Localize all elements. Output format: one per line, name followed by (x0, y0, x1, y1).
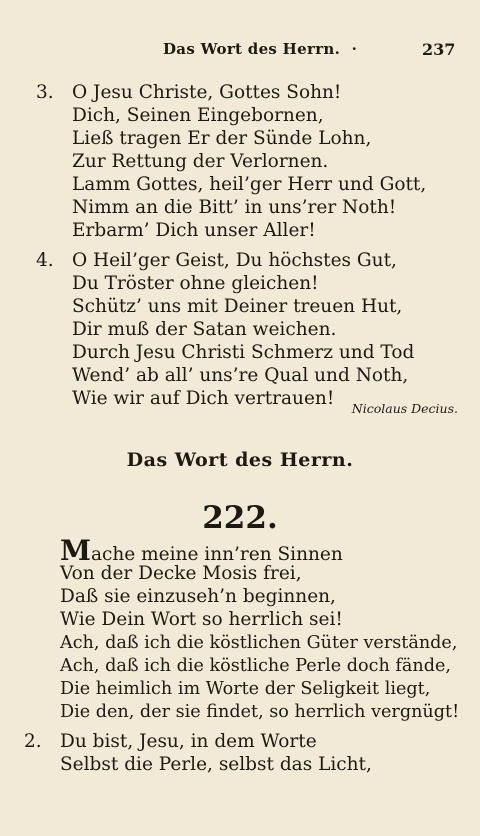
verse-line: Wend’ ab all’ uns’re Qual und Noth, (72, 365, 409, 386)
drop-cap: M (60, 534, 91, 567)
verse-line: Dich, Seinen Eingebornen, (72, 105, 324, 126)
verse-line: Schütz’ uns mit Deiner treuen Hut, (72, 296, 403, 317)
verse-number: 3. (36, 82, 54, 103)
verse-line: Erbarm’ Dich unser Aller! (72, 220, 316, 241)
verse-line: Ach, daß ich die köstlichen Güter verstände, (60, 633, 458, 653)
verse-line: Nimm an die Bitt’ in uns’rer Noth! (72, 197, 397, 218)
verse-line: O Heil’ger Geist, Du höchstes Gut, (72, 250, 397, 271)
hymn-number: 222. (202, 500, 278, 536)
verse-number: 2. (24, 731, 42, 752)
verse-line: Du bist, Jesu, in dem Worte (60, 731, 317, 752)
verse-line: Selbst die Perle, selbst das Licht, (60, 754, 372, 775)
verse-line: O Jesu Christe, Gottes Sohn! (72, 82, 342, 103)
running-head-title: Das Wort des Herrn. (163, 40, 341, 58)
author-attribution: Nicolaus Decius. (351, 401, 458, 416)
page-number: 237 (422, 40, 456, 59)
verse-line: Durch Jesu Christi Schmerz und Tod (72, 342, 415, 363)
verse-line: Wie wir auf Dich vertrauen! (72, 388, 335, 409)
verse-line: Du Tröster ohne gleichen! (72, 273, 319, 294)
verse-line: Von der Decke Mosis frei, (60, 563, 302, 584)
verse-number: 4. (36, 250, 54, 271)
verse-line: Daß sie einzuseh’n beginnen, (60, 586, 336, 607)
verse-line: Lamm Gottes, heil’ger Herr und Gott, (72, 174, 427, 195)
verse-line: Ließ tragen Er der Sünde Lohn, (72, 128, 372, 149)
verse-line: Dir muß der Satan weichen. (72, 319, 337, 340)
verse-line: Wie Dein Wort so herrlich sei! (60, 609, 343, 630)
verse-line: Ach, daß ich die köstliche Perle doch fände, (60, 656, 451, 676)
first-line-text: ache meine inn’ren Sinnen (91, 544, 343, 565)
verse-line: Die heimlich im Worte der Seligkeit liegt, (60, 679, 431, 699)
running-head-mark: · (351, 40, 358, 58)
verse-line: Zur Rettung der Verlornen. (72, 151, 329, 172)
running-head (163, 40, 357, 58)
verse-line: Die den, der sie findet, so herrlich vergnügt! (60, 702, 460, 722)
section-heading: Das Wort des Herrn. (126, 449, 354, 471)
